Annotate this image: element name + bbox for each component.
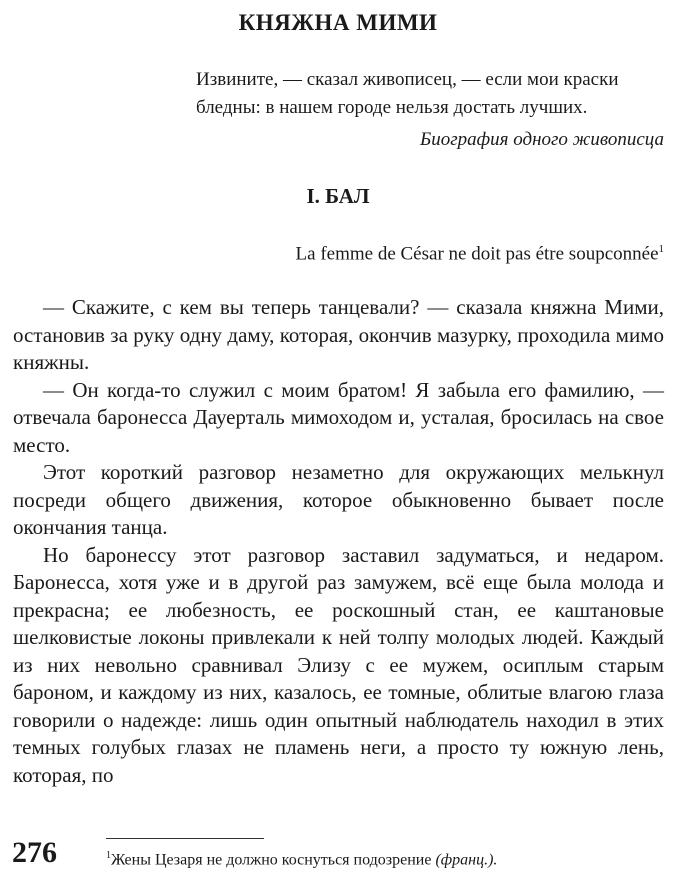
epigraph-text: Извините, — сказал живописец, — если мои краски бледны: в нашем городе нельзя достать лучших.	[196, 69, 619, 118]
footnote-ref: 1	[658, 243, 664, 255]
footnote-divider	[106, 838, 264, 839]
paragraph: Но баронессу этот разговор заставил задуматься, и недаром. Баронесса, хотя уже и в другой раз замужем, всё еще была молода и прекрасна; ее любезность, ее роскошный стан, ее каштановые шелковистые локоны привлекали к ней толпу молодых людей. Каждый из них невольно сравнивал Элизу с ее мужем, осиплым старым бароном, и каждому из них, казалось, ее томные, облитые влагою глаза говорили о надежде: лишь один опытный наблюдатель находил в этих темных голубых глазах не пламень неги, а просто ту южную лень, которая, по	[13, 542, 664, 787]
paragraph: — Он когда-то служил с моим братом! Я забыла его фамилию, — отвечала баронесса Дауерталь мимоходом и, усталая, бросилась на свое место.	[13, 377, 664, 457]
footnote-marker: 1	[106, 850, 111, 861]
footnote	[106, 850, 497, 869]
chapter-epigraph-text: La femme de César ne doit pas étre soupconnée	[295, 243, 659, 265]
paragraph: Этот короткий разговор незаметно для окружающих мелькнул посреди общего движения, которое обыкновенно бывает после окончания танца.	[13, 460, 664, 539]
paragraph: — Скажите, с кем вы теперь танцевали? — сказала княжна Мими, остановив за руку одну даму, которая, окончив мазурку, проходила мимо княжны.	[13, 295, 664, 374]
body-text	[13, 294, 664, 789]
page-number: 276	[12, 836, 57, 869]
story-title: КНЯЖНА МИМИ	[238, 10, 438, 35]
chapter-title: I. БАЛ	[306, 184, 370, 208]
footnote-lang: (франц.).	[435, 851, 498, 869]
epigraph-source: Биография одного живописца	[420, 129, 664, 150]
footnote-text: Жены Цезаря не должно коснуться подозрение	[111, 851, 432, 869]
chapter-epigraph	[296, 243, 664, 265]
